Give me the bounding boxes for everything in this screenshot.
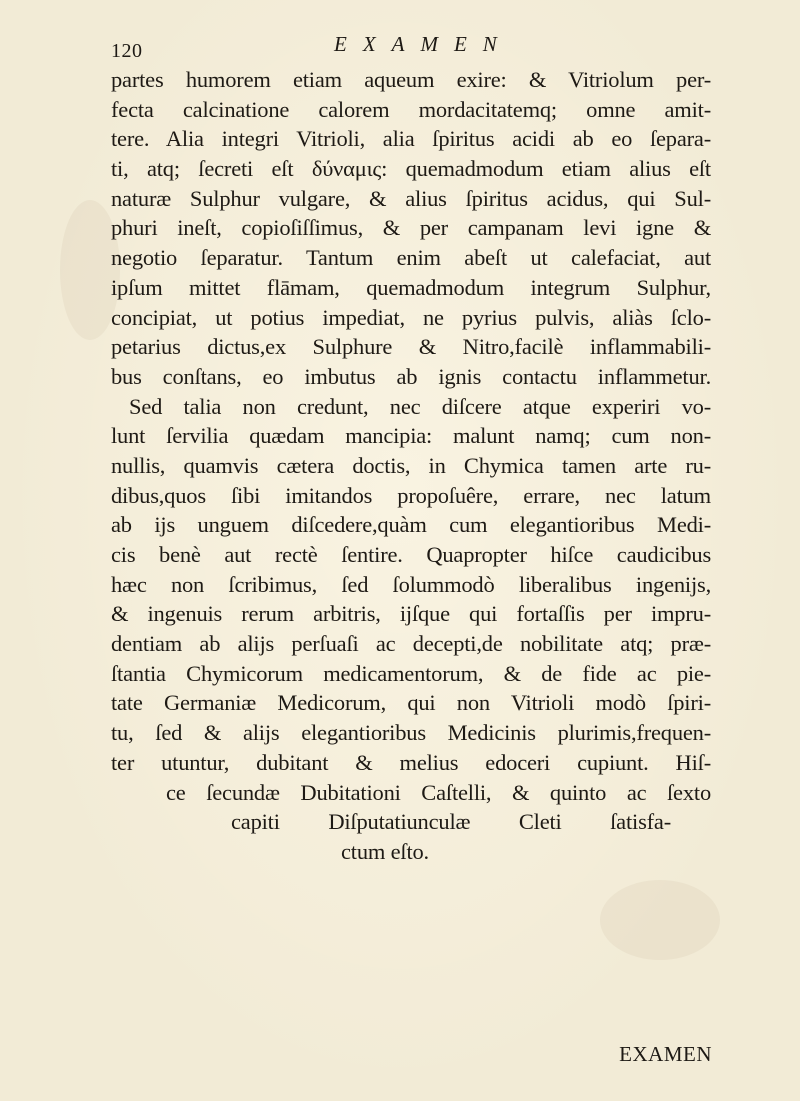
text-line-closing: ctum eſto. [341, 838, 429, 864]
text-line: ter utuntur, dubitant & melius edoceri cupiunt. Hiſ- [111, 749, 711, 775]
catchword: EXAMEN [619, 1042, 712, 1066]
text-line: tu, ſed & alijs elegantioribus Medicinis plurimis,frequen- [111, 720, 711, 746]
text-line: naturæ Sulphur vulgare, & alius ſpiritus acidus, qui Sul- [111, 185, 711, 211]
text-line: ſtantia Chymicorum medicamentorum, & de fide ac pie- [111, 660, 711, 686]
text-line: phuri ineſt, copioſiſſimus, & per campanam levi igne & [111, 215, 711, 241]
body-text [111, 65, 711, 867]
text-line: tere. Alia integri Vitrioli, alia ſpiritus acidi ab eo ſepara- [111, 126, 711, 152]
text-line: ti, atq; ſecreti eſt δύναμις: quemadmodum etiam alius eſt [111, 156, 711, 182]
text-line: nullis, quamvis cætera doctis, in Chymica tamen arte ru- [111, 452, 711, 478]
text-line: & ingenuis rerum arbitris, ijſque qui fortaſſis per impru- [111, 601, 711, 627]
text-line: fecta calcinatione calorem mordacitatemq; omne amit- [111, 96, 711, 122]
text-line: lunt ſervilia quædam mancipia: malunt namq; cum non- [111, 423, 711, 449]
text-line-closing: capiti Diſputatiunculæ Cleti ſatisfa- [231, 809, 671, 835]
text-line-closing: ce ſecundæ Dubitationi Caſtelli, & quinto ac ſexto [166, 779, 711, 805]
text-line: hæc non ſcribimus, ſed ſolummodò liberalibus ingenijs, [111, 571, 711, 597]
text-line: concipiat, ut potius impediat, ne pyrius pulvis, aliàs ſclo- [111, 304, 711, 330]
page-number: 120 [111, 40, 143, 62]
text-line: cis benè aut rectè ſentire. Quapropter hiſce caudicibus [111, 542, 711, 567]
text-line: partes humorem etiam aqueum exire: & Vitriolum per- [111, 67, 711, 92]
text-line: bus conſtans, eo imbutus ab ignis contactu inflammetur. [111, 363, 711, 389]
paper-stain [600, 880, 720, 960]
text-line: petarius dictus,ex Sulphure & Nitro,facilè inflammabili- [111, 334, 711, 360]
running-head: EXAMEN [334, 32, 513, 56]
text-line: tate Germaniæ Medicorum, qui non Vitrioli modò ſpiri- [111, 690, 711, 716]
text-line-paragraph-start: Sed talia non credunt, nec diſcere atque experiri vo- [129, 393, 711, 419]
text-line: ab ijs unguem diſcedere,quàm cum elegantioribus Medi- [111, 512, 711, 538]
text-line: dibus,quos ſibi imitandos propoſuêre, errare, nec latum [111, 482, 711, 508]
text-line: ipſum mittet flāmam, quemadmodum integrum Sulphur, [111, 274, 711, 300]
page-header [96, 30, 696, 64]
text-line: negotio ſeparatur. Tantum enim abeſt ut calefaciat, aut [111, 245, 711, 271]
text-line: dentiam ab alijs perſuaſi ac decepti,de nobilitate atq; præ- [111, 631, 711, 657]
